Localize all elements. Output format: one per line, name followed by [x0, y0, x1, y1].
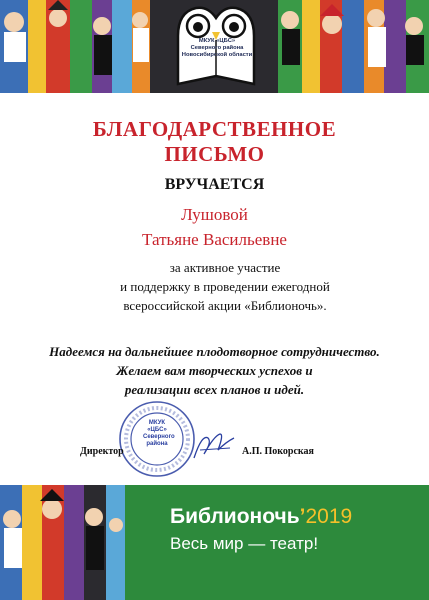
footer-figures — [0, 485, 125, 600]
brand-year: 2019 — [305, 505, 353, 528]
stamp-line: МКУК — [148, 420, 166, 426]
logo-line: Новосибирской области — [181, 52, 253, 58]
stamp-line: Северного — [143, 434, 175, 440]
signer-name: А.П. Покорская — [242, 446, 314, 457]
theatre-figures-bottom-icon — [0, 485, 125, 600]
wishes-line: Надеемся на дальнейшее плодотворное сотрудничество. — [49, 344, 380, 359]
reason-line: за активное участие — [169, 260, 281, 275]
header-banner — [0, 0, 429, 93]
signature-icon — [190, 428, 238, 466]
theatre-figures-left-icon — [0, 0, 160, 93]
wishes-line: Желаем вам творческих успехов и — [116, 363, 313, 378]
festival-brand — [170, 505, 352, 529]
stamp-center-text — [143, 420, 175, 448]
library-name-label — [177, 38, 257, 59]
reason-line: всероссийской акции «Библионочь». — [123, 298, 327, 313]
recipient-given-names: Татьяне Васильевне — [142, 230, 287, 249]
brand-mark: ’ — [299, 505, 306, 528]
stamp-line: района — [146, 441, 168, 447]
stamp-line: «ЦБС» — [147, 427, 167, 433]
recipient-surname: Лушовой — [181, 205, 248, 224]
brand-name: Библионочь — [170, 505, 300, 528]
reason-line: и поддержку в проведении ежегодной — [120, 279, 330, 294]
festival-slogan: Весь мир — театр! — [170, 534, 319, 553]
logo-line: МКУК «ЦБС» — [198, 38, 236, 44]
logo-line: Северного района — [190, 45, 244, 51]
director-label: Директор — [80, 446, 124, 457]
letter-title-line-1: БЛАГОДАРСТВЕННОЕ — [92, 117, 337, 141]
theatre-figures-right-icon — [276, 0, 429, 93]
wishes-line: реализации всех планов и идей. — [124, 382, 305, 397]
letter-title-line-2: ПИСЬМО — [164, 142, 265, 166]
awarded-heading: ВРУЧАЕТСЯ — [164, 176, 265, 193]
